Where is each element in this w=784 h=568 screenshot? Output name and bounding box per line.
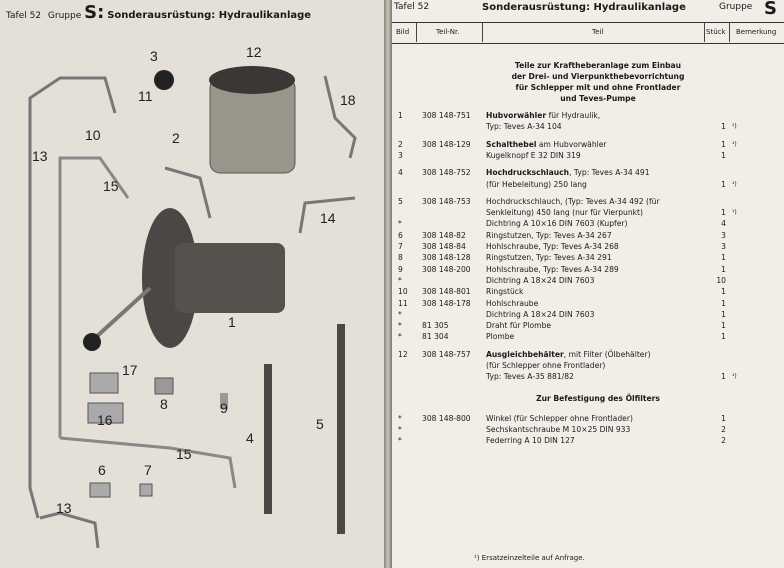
row-bemerkung: ¹): [732, 123, 737, 131]
pump-body-1: [175, 243, 285, 313]
row-teilnr: 308 148-200: [422, 264, 471, 274]
label-6: 6: [98, 462, 106, 478]
table-row: [392, 207, 784, 218]
table-row: [392, 435, 784, 446]
row-teil: Typ: Teves A-35 881/82: [486, 372, 574, 382]
row-teil: Hohlschraube, Typ: Teves A-34 268: [486, 242, 619, 251]
row-bild: *: [398, 309, 402, 319]
row-stueck: 2: [721, 436, 726, 446]
label-4: 4: [246, 430, 254, 446]
table-row: [392, 309, 784, 320]
table-row: [392, 121, 784, 132]
row-teil: Dichtring A 18×24 DIN 7603: [486, 309, 595, 319]
label-15b: 15: [176, 446, 192, 462]
row-teil: Schalthebel am Hubvorwähler: [486, 139, 607, 149]
table-row: [392, 298, 784, 309]
label-5: 5: [316, 416, 324, 432]
row-teil: (für Schlepper ohne Frontlader): [486, 361, 606, 370]
row-teil: Sechskantschraube M 10×25 DIN 933: [486, 424, 631, 434]
row-teilnr: 308 148-84: [422, 242, 466, 251]
row-stueck: 1: [721, 287, 726, 297]
row-bild: 4: [398, 168, 403, 178]
row-teil: Hochdruckschlauch, (Typ: Teves A-34 492 (für: [486, 196, 660, 206]
row-bild: 5: [398, 196, 403, 206]
row-stueck: 1: [721, 139, 726, 149]
tafel-label: Tafel 52: [6, 11, 42, 21]
table-row: [392, 139, 784, 150]
pipe-13: [30, 78, 115, 518]
row-teil: Hubvorwähler für Hydraulik,: [486, 111, 601, 120]
pipe-13b: [40, 513, 98, 548]
lever-knob: [83, 333, 101, 351]
row-bild: 2: [398, 139, 403, 149]
row-bild: *: [398, 321, 402, 331]
row-bild: *: [398, 275, 402, 285]
row-bild: 6: [398, 230, 403, 240]
row-teil: Typ: Teves A-34 104: [486, 122, 562, 132]
parts-diagram: [0, 18, 384, 568]
table-row: [392, 241, 784, 252]
section-title-line: für Schlepper mit und ohne Frontlader: [515, 83, 681, 92]
table-row: [392, 424, 784, 435]
table-row: [392, 218, 784, 229]
col-bild: Bild: [396, 28, 410, 36]
row-stueck: 1: [721, 332, 726, 342]
row-stueck: 1: [721, 122, 726, 132]
table-row: [392, 150, 784, 161]
row-stueck: 1: [721, 321, 726, 331]
row-teil: Hohlschraube: [486, 298, 539, 308]
row-bemerkung: ¹): [732, 373, 737, 381]
filter-top: [209, 66, 295, 94]
table-row: [392, 371, 784, 382]
col-divider: [482, 22, 483, 42]
table-row: [392, 320, 784, 331]
part-8: [155, 378, 173, 394]
subsection-title-text: Zur Befestigung des Ölfilters: [536, 393, 660, 403]
label-9: 9: [220, 400, 228, 416]
pipe-15: [60, 158, 128, 438]
col-divider: [416, 22, 417, 42]
row-bemerkung: ¹): [732, 209, 737, 217]
row-teilnr: 81 304: [422, 332, 449, 342]
row-teilnr: 308 148-757: [422, 349, 471, 359]
right-header: [394, 2, 782, 20]
row-teil: Ringstutzen, Typ: Teves A-34 291: [486, 253, 612, 263]
row-teil: Senkleitung) 450 lang (nur für Vierpunkt): [486, 208, 643, 218]
row-teilnr: 308 148-751: [422, 111, 471, 120]
col-teil: Teil: [592, 28, 604, 36]
page-title-right: Sonderausrüstung: Hydraulikanlage: [482, 2, 686, 13]
row-stueck: 4: [721, 219, 726, 229]
row-stueck: 10: [716, 275, 726, 285]
label-7: 7: [144, 462, 152, 478]
row-bild: 11: [398, 298, 408, 308]
row-bild: 12: [398, 349, 408, 359]
label-13b: 13: [56, 500, 72, 516]
row-stueck: 1: [721, 309, 726, 319]
row-teil: Ringstück: [486, 287, 524, 297]
label-14: 14: [320, 210, 336, 226]
row-stueck: 2: [721, 424, 726, 434]
gruppe-label-right: Gruppe: [719, 2, 753, 12]
table-row: [392, 110, 784, 121]
hose-4: [264, 364, 272, 514]
section-title-line: der Drei- und Vierpunkthebevorrichtung: [511, 72, 685, 81]
row-teil: Hochdruckschlauch, Typ: Teves A-34 491: [486, 168, 650, 178]
row-bild: *: [398, 424, 402, 434]
part-17: [90, 373, 118, 393]
label-2: 2: [172, 130, 180, 146]
label-13: 13: [32, 148, 48, 164]
section-title-line: Teile zur Kraftheberanlage zum Einbau: [514, 61, 682, 70]
row-teil: Ringstutzen, Typ: Teves A-34 267: [486, 230, 612, 240]
row-teil: Dichtring A 10×16 DIN 7603 (Kupfer): [486, 219, 628, 229]
row-stueck: 1: [721, 372, 726, 382]
pipe-18: [325, 76, 355, 158]
left-page: [0, 0, 384, 568]
table-row: [392, 230, 784, 241]
row-teilnr: 308 148-801: [422, 287, 471, 297]
label-18: 18: [340, 92, 356, 108]
row-teilnr: 308 148-752: [422, 168, 471, 178]
book-gutter: [384, 0, 392, 568]
row-teilnr: 308 148-178: [422, 298, 471, 308]
page-title: Sonderausrüstung: Hydraulikanlage: [107, 10, 312, 21]
col-divider: [704, 22, 705, 42]
table-row: [392, 286, 784, 297]
label-3: 3: [150, 48, 158, 64]
row-bemerkung: ¹): [732, 140, 737, 148]
row-bild: *: [398, 219, 402, 229]
part-6: [90, 483, 110, 497]
row-stueck: 1: [721, 179, 726, 189]
row-bild: 7: [398, 242, 403, 251]
row-bild: 10: [398, 287, 408, 297]
table-row: [392, 167, 784, 178]
table-row: [392, 349, 784, 360]
label-12: 12: [246, 44, 262, 60]
row-teilnr: 308 148-800: [422, 413, 471, 423]
group-letter-right: S: [764, 0, 777, 19]
table-row: [392, 275, 784, 286]
label-8: 8: [160, 396, 168, 412]
row-stueck: 1: [721, 264, 726, 274]
row-bild: 8: [398, 253, 403, 263]
row-bild: 9: [398, 264, 403, 274]
table-row: [392, 331, 784, 342]
row-teilnr: 308 148-82: [422, 230, 466, 240]
table-row: [392, 196, 784, 207]
row-stueck: 3: [721, 242, 726, 251]
row-bild: *: [398, 436, 402, 446]
row-bild: *: [398, 332, 402, 342]
row-teil: Ausgleichbehälter, mit Filter (Ölbehälter): [486, 349, 651, 359]
row-stueck: 1: [721, 150, 726, 160]
row-teilnr: 308 148-128: [422, 253, 471, 263]
knob-3: [154, 70, 174, 90]
hose-5: [337, 324, 345, 534]
label-17: 17: [122, 362, 138, 378]
label-16: 16: [97, 412, 113, 428]
table-row: [392, 252, 784, 263]
section-title-line: und Teves-Pumpe: [560, 94, 636, 103]
row-teil: Plombe: [486, 332, 515, 342]
tafel-label-right: Tafel 52: [394, 2, 430, 12]
row-teil: Draht für Plombe: [486, 321, 552, 331]
label-15: 15: [103, 178, 119, 194]
row-bild: 1: [398, 111, 403, 120]
gruppe-label: Gruppe: [47, 11, 82, 21]
row-teil: Hohlschraube, Typ: Teves A-34 289: [486, 264, 619, 274]
row-stueck: 1: [721, 253, 726, 263]
row-bemerkung: ¹): [732, 180, 737, 188]
label-1: 1: [228, 314, 236, 330]
col-stueck: Stück: [706, 28, 726, 36]
label-11: 11: [138, 88, 153, 104]
group-letter: S:: [84, 2, 105, 23]
right-page: [392, 0, 784, 568]
row-teil: Dichtring A 18×24 DIN 7603: [486, 275, 595, 285]
row-stueck: 1: [721, 298, 726, 308]
row-teilnr: 308 148-129: [422, 139, 471, 149]
table-row: [392, 413, 784, 424]
table-row: [392, 360, 784, 371]
footnote: ¹) Ersatzeinzelteile auf Anfrage.: [474, 554, 585, 562]
pump-lever: [95, 288, 150, 338]
row-teil: Federring A 10 DIN 127: [486, 436, 575, 446]
col-teilnr: Teil-Nr.: [436, 28, 460, 36]
row-bild: 3: [398, 150, 403, 160]
row-teil: (für Hebeleitung) 250 lang: [486, 179, 587, 189]
part-7: [140, 484, 152, 496]
col-divider: [729, 22, 730, 42]
row-stueck: 1: [721, 208, 726, 218]
row-teil: Winkel (für Schlepper ohne Frontlader): [486, 413, 633, 423]
row-teilnr: 308 148-753: [422, 196, 471, 206]
table-row: [392, 179, 784, 190]
row-stueck: 3: [721, 230, 726, 240]
row-teil: Kugelknopf E 32 DIN 319: [486, 150, 581, 160]
row-bild: *: [398, 413, 402, 423]
col-bemerkung: Bemerkung: [736, 28, 777, 36]
row-teilnr: 81 305: [422, 321, 449, 331]
label-10: 10: [85, 127, 101, 143]
row-stueck: 1: [721, 413, 726, 423]
table-row: [392, 264, 784, 275]
